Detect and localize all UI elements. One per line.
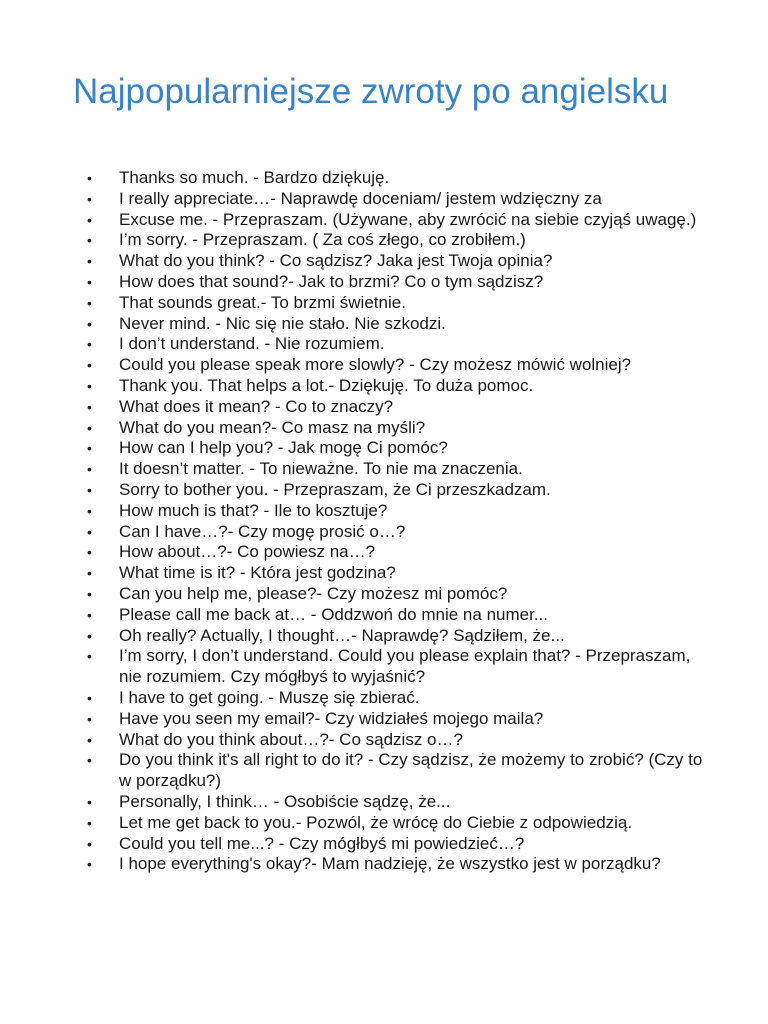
bullet-icon: • [87, 544, 92, 561]
phrase-text: How much is that? - Ile to kosztuje? [119, 500, 388, 520]
list-item [0, 293, 768, 314]
bullet-icon: • [87, 357, 92, 374]
phrase-text: Sorry to bother you. - Przepraszam, że Ci przeszkadzam. [119, 479, 551, 499]
bullet-icon: • [87, 731, 92, 748]
bullet-icon: • [87, 481, 92, 498]
bullet-icon: • [87, 336, 92, 353]
phrase-text: I’m sorry, I don’t understand. Could you please explain that? - Przepraszam, nie rozumiem. Czy mógłbyś to wyjaśnić? [119, 646, 691, 687]
phrase-text: How about…?- Co powiesz na…? [119, 542, 376, 562]
list-item [0, 168, 768, 189]
bullet-icon: • [87, 190, 92, 207]
list-item [0, 397, 768, 418]
bullet-icon: • [87, 752, 92, 769]
bullet-icon: • [87, 273, 92, 290]
phrase-text: Excuse me. - Przepraszam. (Używane, aby zwrócić na siebie czyjąś uwagę.) [119, 209, 697, 229]
bullet-icon: • [87, 398, 92, 415]
list-item [0, 189, 768, 210]
list-item [0, 459, 768, 480]
list-item [0, 813, 768, 834]
list-item [0, 792, 768, 813]
list-item [0, 730, 768, 751]
phrase-text: I really appreciate…- Naprawdę doceniam/ jestem wdzięczny za [119, 188, 602, 208]
bullet-icon: • [87, 315, 92, 332]
list-item [0, 251, 768, 272]
phrase-list [0, 168, 768, 875]
phrase-text: What does it mean? - Co to znaczy? [119, 396, 394, 416]
list-item [0, 230, 768, 251]
bullet-icon: • [87, 814, 92, 831]
phrase-text: What do you mean?- Co masz na myśli? [119, 417, 426, 437]
bullet-icon: • [87, 232, 92, 249]
list-item [0, 418, 768, 439]
phrase-text: What do you think about…?- Co sądzisz o…? [119, 729, 463, 749]
phrase-text: I’m sorry. - Przepraszam. ( Za coś złego, co zrobiłem.) [119, 230, 526, 250]
list-item [0, 854, 768, 875]
bullet-icon: • [87, 461, 92, 478]
list-item [0, 210, 768, 231]
phrase-text: Oh really? Actually, I thought…- Naprawdę? Sądziłem, że... [119, 625, 565, 645]
list-item [0, 605, 768, 626]
list-item [0, 688, 768, 709]
bullet-icon: • [87, 419, 92, 436]
bullet-icon: • [87, 856, 92, 873]
bullet-icon: • [87, 793, 92, 810]
bullet-icon: • [87, 440, 92, 457]
phrase-text: How does that sound?- Jak to brzmi? Co o tym sądzisz? [119, 271, 544, 291]
phrase-text: Could you tell me...? - Czy mógłbyś mi powiedzieć…? [119, 833, 525, 853]
bullet-icon: • [87, 377, 92, 394]
phrase-text: Can you help me, please?- Czy możesz mi pomóc? [119, 583, 508, 603]
list-item [0, 542, 768, 563]
list-item [0, 834, 768, 855]
list-item [0, 376, 768, 397]
list-item [0, 626, 768, 647]
bullet-icon: • [87, 523, 92, 540]
phrase-text: Do you think it's all right to do it? - Czy sądzisz, że możemy to zrobić? (Czy to w porządku?) [119, 750, 703, 791]
phrase-text: What time is it? - Która jest godzina? [119, 563, 396, 583]
list-item [0, 584, 768, 605]
bullet-icon: • [87, 606, 92, 623]
phrase-text: Never mind. - Nic się nie stało. Nie szkodzi. [119, 313, 446, 333]
phrase-text: Have you seen my email?- Czy widziałeś mojego maila? [119, 708, 544, 728]
phrase-text: How can I help you? - Jak mogę Ci pomóc? [119, 438, 448, 458]
list-item [0, 522, 768, 543]
bullet-icon: • [87, 627, 92, 644]
bullet-icon: • [87, 170, 92, 186]
bullet-icon: • [87, 648, 92, 665]
list-item [0, 501, 768, 522]
bullet-icon: • [87, 294, 92, 311]
phrase-text: That sounds great.- To brzmi świetnie. [119, 292, 406, 312]
phrase-text: I hope everything's okay?- Mam nadzieję, że wszystko jest w porządku? [119, 854, 661, 874]
list-item [0, 480, 768, 501]
page-title: Najpopularniejsze zwroty po angielsku [73, 72, 669, 111]
phrase-text: I have to get going. - Muszę się zbierać. [119, 687, 420, 707]
list-item [0, 563, 768, 584]
phrase-text: Personally, I think… - Osobiście sądzę, że... [119, 791, 451, 811]
bullet-icon: • [87, 585, 92, 602]
bullet-icon: • [87, 253, 92, 270]
list-item [0, 438, 768, 459]
list-item [0, 709, 768, 730]
bullet-icon: • [87, 502, 92, 519]
phrase-text: Thanks so much. - Bardzo dziękuję. [119, 168, 390, 187]
list-item [0, 750, 768, 792]
phrase-text: Can I have…?- Czy mogę prosić o…? [119, 521, 406, 541]
list-item [0, 334, 768, 355]
list-item [0, 646, 768, 688]
list-item [0, 314, 768, 335]
bullet-icon: • [87, 689, 92, 706]
phrase-text: What do you think? - Co sądzisz? Jaka jest Twoja opinia? [119, 251, 553, 271]
phrase-text: I don’t understand. - Nie rozumiem. [119, 334, 385, 354]
phrase-text: Let me get back to you.- Pozwól, że wrócę do Ciebie z odpowiedzią. [119, 812, 633, 832]
bullet-icon: • [87, 565, 92, 582]
list-item [0, 272, 768, 293]
phrase-text: It doesn’t matter. - To nieważne. To nie ma znaczenia. [119, 459, 523, 479]
bullet-icon: • [87, 835, 92, 852]
bullet-icon: • [87, 211, 92, 228]
phrase-text: Thank you. That helps a lot.- Dziękuję. To duża pomoc. [119, 375, 534, 395]
phrase-text: Please call me back at… - Oddzwoń do mnie na numer... [119, 604, 548, 624]
list-item [0, 355, 768, 376]
phrase-text: Could you please speak more slowly? - Czy możesz mówić wolniej? [119, 355, 632, 375]
bullet-icon: • [87, 710, 92, 727]
